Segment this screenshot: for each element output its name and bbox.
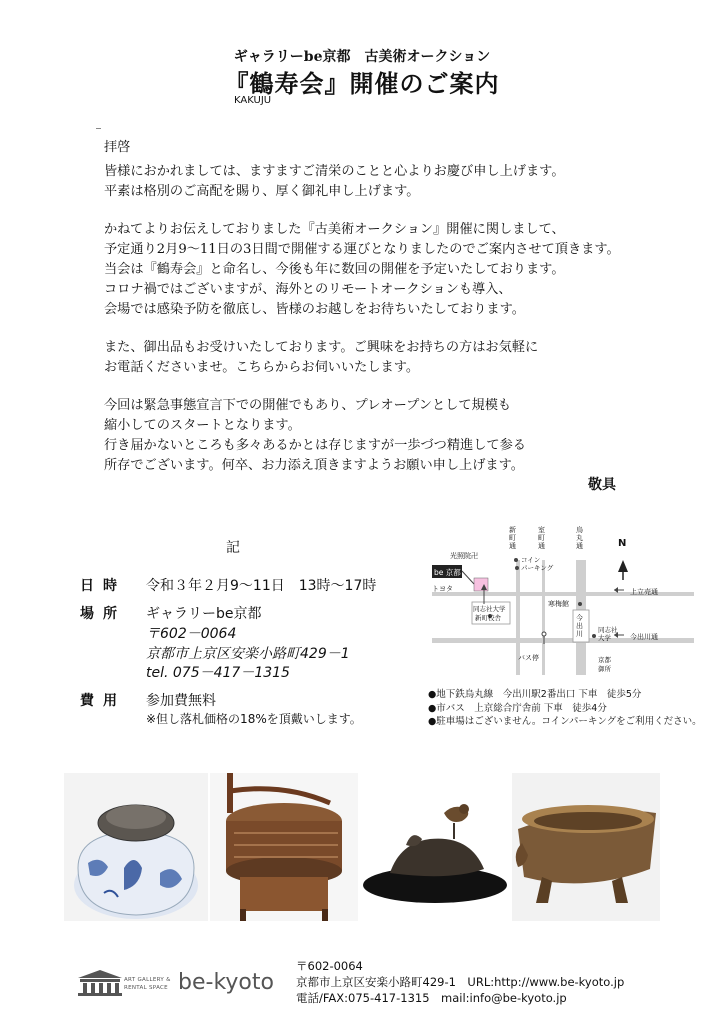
letter-lines (104, 162, 704, 476)
access-line: ●地下鉄烏丸線 今出川駅2番出口 下車 徒歩5分 (428, 689, 642, 700)
photo-bronze-censer (512, 773, 660, 921)
letter-line: お電話くださいませ。こちらからお伺いいたします。 (104, 360, 420, 375)
access-info (428, 688, 702, 729)
map-label: 光照院卍 (450, 552, 478, 560)
map-label: トヨタ (432, 585, 453, 593)
footer-postal: 〒602-0064 (296, 959, 363, 973)
venue-map-marker: be 京都 (434, 568, 461, 577)
street-label: 今出川通 (630, 633, 658, 641)
map-label: 今出川 (576, 614, 583, 638)
map-label: 御所 (598, 665, 611, 673)
datetime-label: 日時 (80, 578, 126, 594)
map-label: 同志社大学 (473, 605, 506, 613)
map-label: 寒梅館 (548, 600, 569, 608)
access-line: ●市バス 上京総合庁舎前 下車 徒歩4分 (428, 702, 607, 714)
map-label: パーキング (521, 564, 554, 572)
greeting: 拝啓 (104, 140, 131, 155)
letter-line: 縮小してのスタートとなります。 (104, 418, 301, 433)
letter-body (104, 138, 704, 476)
paragraph-gap (104, 202, 704, 220)
map-label: コイン (521, 556, 541, 564)
map-label: 大学 (598, 634, 611, 642)
footer-phone-mail: 電話/FAX:075-417-1315 mail:info@be-kyoto.jp (296, 991, 567, 1005)
access-map (418, 524, 718, 694)
letter-line: 今回は緊急事態宣言下での開催でもあり、プレオープンとして規模も (104, 398, 512, 413)
north-label: N (618, 538, 627, 549)
fee-value: 参加費無料 (146, 693, 216, 709)
street-label: 烏丸通 (576, 526, 583, 550)
logo-wordmark: be-kyoto (178, 970, 274, 995)
letter-line: 予定通り2月9～11日の3日間で開催する運びとなりましたのでご案内させて頂きます。 (104, 242, 620, 257)
letter-line: 会場では感染予防を徹底し、皆様のお越しをお待ちいたしております。 (104, 302, 525, 317)
letter-line: また、御出品もお受けいたしております。ご興味をお持ちの方はお気軽に (104, 340, 539, 355)
photo-bronze-bird (360, 773, 510, 921)
photo-bamboo-basket (210, 773, 358, 921)
map-label: 京都 (598, 656, 611, 664)
place-tel: tel. 075－417－1315 (146, 665, 290, 681)
letter-line: コロナ禍ではございますが、海外とのリモートオークションも導入、 (104, 282, 512, 297)
paragraph-gap (104, 378, 704, 396)
street-label: 上立売通 (630, 588, 658, 596)
fee-note: ※但し落札価格の18%を頂戴いします。 (146, 712, 362, 726)
footer-contact (296, 958, 624, 1006)
logo-tagline: ART GALLERY & (124, 977, 171, 983)
details-heading: 記 (226, 540, 240, 556)
map-label: 同志社 (598, 626, 618, 634)
letter-line: 当会は『鶴寿会』と命名し、今後も年に数回の開催を予定いたしております。 (104, 262, 565, 277)
letter-line: 行き届かないところも多々あるかとは存じますが一歩づつ精進して参る (104, 438, 526, 453)
title-romaji: KAKUJU (234, 95, 272, 106)
header-subtitle: ギャラリーbe京都 古美術オークション (233, 49, 491, 65)
place-address: 京都市上京区安楽小路町429－1 (146, 646, 350, 662)
closing: 敬具 (588, 477, 616, 493)
letter-line: かねてよりお伝えしておりました『古美術オークション』開催に関しまして、 (104, 222, 565, 237)
divider (96, 128, 101, 129)
footer-address-url: 京都市上京区安楽小路町429-1 URL:http://www.be-kyoto.jp (296, 975, 625, 989)
street-label: 室町通 (538, 526, 545, 550)
letter-line: 皆様におかれましては、ますますご清栄のことと心よりお慶び申し上げます。 (104, 164, 565, 179)
page-title: 『鶴寿会』開催のご案内 (224, 69, 500, 98)
map-label: バス停 (518, 654, 539, 662)
map-label: 新町校舎 (475, 614, 501, 622)
logo-tagline: RENTAL SPACE (124, 985, 168, 991)
place-postal: 〒602－0064 (146, 626, 237, 642)
access-line: ●駐車場はございません。コインパーキングをご利用ください。 (428, 716, 702, 727)
place-name: ギャラリーbe京都 (146, 606, 262, 622)
letter-line: 所存でございます。何卒、お力添え頂きますようお願い申し上げます。 (104, 458, 524, 473)
datetime-value: 令和３年２月9～11日 13時～17時 (146, 578, 377, 594)
photo-porcelain-incense-burner (64, 773, 208, 921)
street-label: 新町通 (509, 526, 516, 550)
place-label: 場所 (80, 606, 126, 622)
letter-line: 平素は格別のご高配を賜り、厚く御礼申し上げます。 (104, 184, 420, 199)
paragraph-gap (104, 320, 704, 338)
fee-label: 費用 (80, 693, 126, 709)
